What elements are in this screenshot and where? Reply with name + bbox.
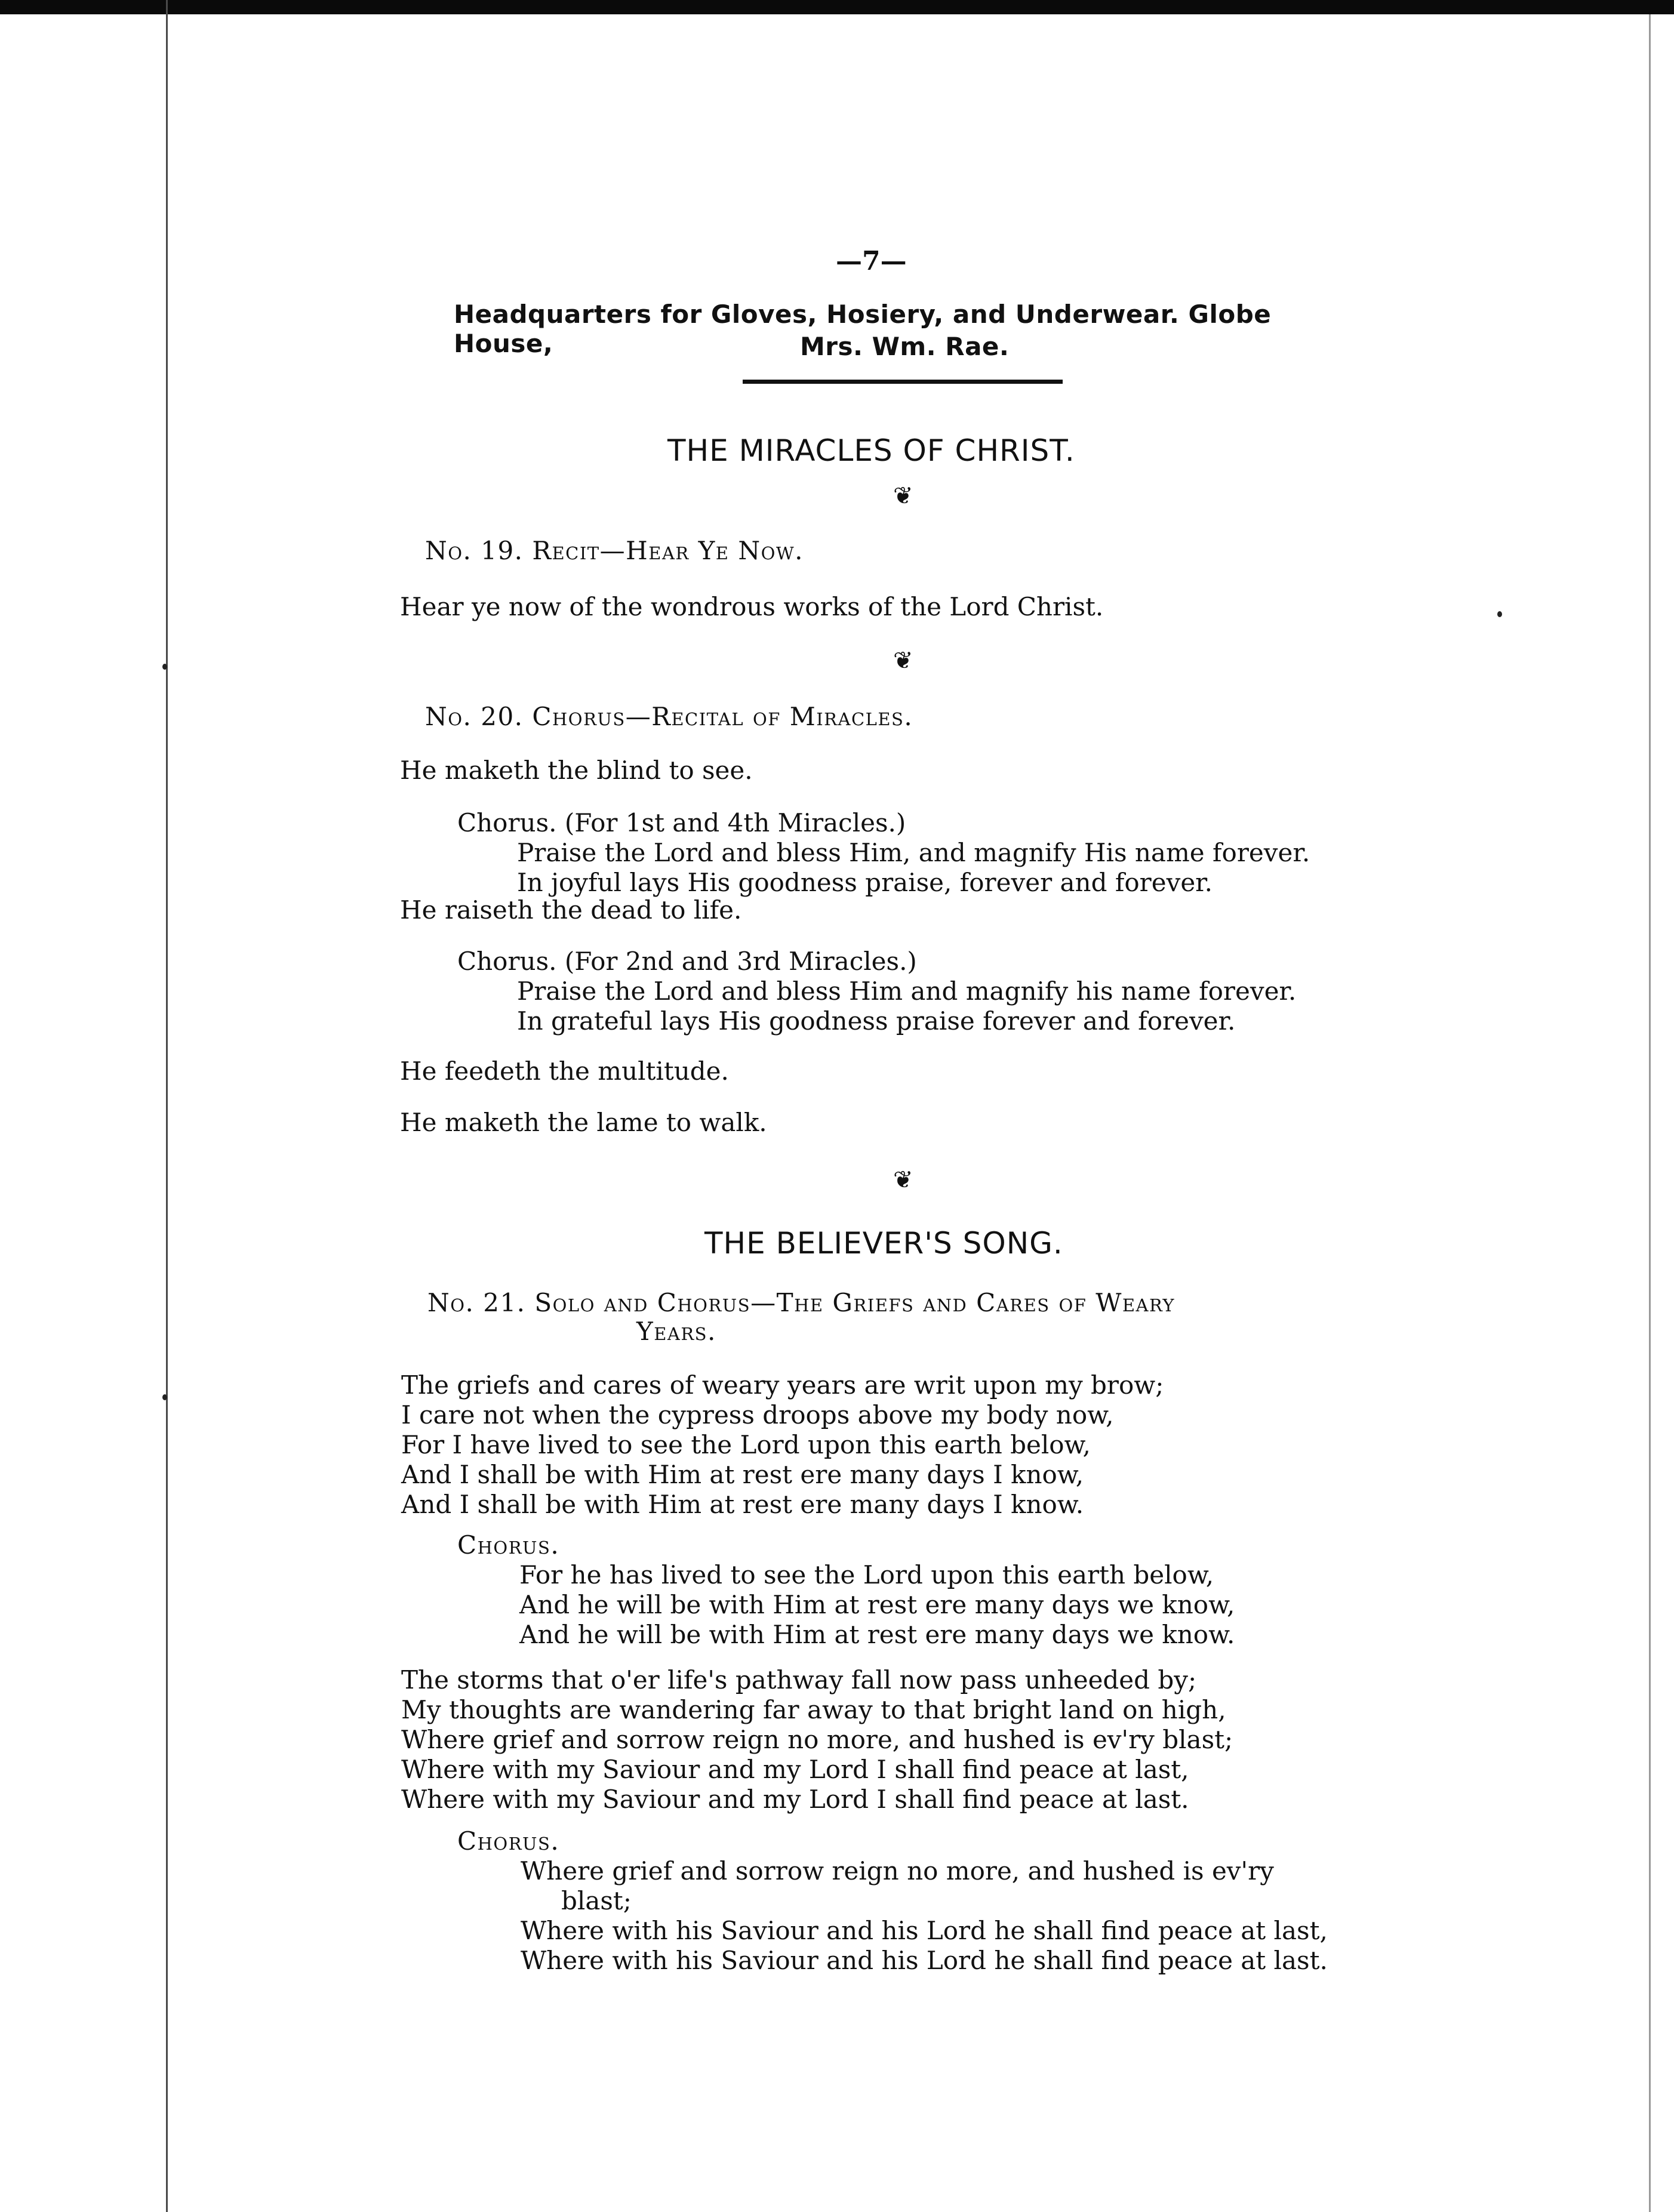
ornament-icon: ❦ — [893, 1166, 913, 1194]
chorus1-line: Praise the Lord and bless Him, and magnify His name forever. — [517, 838, 1310, 867]
no21-heading: No. 21. Solo and Chorus—The Griefs and Cares of Weary — [427, 1288, 1176, 1317]
verse1-line: And I shall be with Him at rest ere many days I know. — [401, 1490, 1084, 1519]
scan-speck — [1497, 611, 1502, 617]
ornament-icon: ❦ — [893, 647, 913, 674]
scan-top-border — [0, 0, 1674, 14]
chorus1-line: In joyful lays His goodness praise, forever and forever. — [517, 868, 1213, 897]
advert-line-1: Headquarters for Gloves, Hosiery, and Underwear. Globe House, — [454, 300, 1272, 358]
chorus-b-line: Where grief and sorrow reign no more, and hushed is ev'ry — [521, 1856, 1274, 1886]
chorus1-label: Chorus. (For 1st and 4th Miracles.) — [457, 808, 906, 837]
verse1-line: For I have lived to see the Lord upon this earth below, — [401, 1430, 1091, 1459]
chorus-a-line: For he has lived to see the Lord upon this earth below, — [519, 1560, 1214, 1589]
header-rule — [743, 380, 1063, 384]
no21-heading-cont: Years. — [636, 1317, 716, 1346]
chorus-b-line: blast; — [561, 1886, 632, 1915]
no19-heading: No. 19. Recit—Hear Ye Now. — [425, 536, 804, 565]
section-title-miracles: THE MIRACLES OF CHRIST. — [667, 433, 1075, 468]
advert-line-2: Mrs. Wm. Rae. — [800, 332, 1010, 361]
no20-heading: No. 20. Chorus—Recital of Miracles. — [425, 702, 913, 731]
verse1-line: I care not when the cypress droops above my body now, — [401, 1400, 1114, 1430]
verse2-line: Where with my Saviour and my Lord I shall find peace at last. — [401, 1785, 1189, 1814]
scan-speck — [162, 1394, 167, 1400]
verse1-line: The griefs and cares of weary years are writ upon my brow; — [401, 1370, 1164, 1400]
page-number: —7— — [836, 246, 907, 276]
verse2-line: Where with my Saviour and my Lord I shall find peace at last, — [401, 1755, 1189, 1784]
chorus-b-line: Where with his Saviour and his Lord he shall find peace at last. — [521, 1946, 1328, 1975]
chorus2-label: Chorus. (For 2nd and 3rd Miracles.) — [457, 947, 917, 976]
chorus-a-line: And he will be with Him at rest ere many days we know. — [519, 1620, 1235, 1649]
verse1-line: And I shall be with Him at rest ere many days I know, — [401, 1460, 1084, 1489]
line-feed: He feedeth the multitude. — [400, 1056, 729, 1086]
chorus-b-line: Where with his Saviour and his Lord he shall find peace at last, — [521, 1916, 1328, 1945]
chorus-a-line: And he will be with Him at rest ere many days we know, — [519, 1590, 1235, 1619]
chorus2-line: In grateful lays His goodness praise forever and forever. — [517, 1006, 1236, 1036]
line-dead: He raiseth the dead to life. — [400, 895, 742, 925]
line-blind: He maketh the blind to see. — [400, 756, 753, 785]
ornament-icon: ❦ — [893, 482, 913, 510]
page-spine-line — [166, 0, 168, 2212]
page-right-edge — [1649, 14, 1651, 2212]
chorus-a-label: Chorus. — [457, 1530, 560, 1560]
chorus2-line: Praise the Lord and bless Him and magnify his name forever. — [517, 976, 1297, 1006]
verse2-line: The storms that o'er life's pathway fall now pass unheeded by; — [401, 1665, 1197, 1695]
verse2-line: My thoughts are wandering far away to that bright land on high, — [401, 1695, 1226, 1724]
section-title-believers-song: THE BELIEVER'S SONG. — [704, 1226, 1063, 1261]
no19-text: Hear ye now of the wondrous works of the Lord Christ. — [400, 592, 1104, 621]
scan-speck — [162, 664, 167, 670]
chorus-b-label: Chorus. — [457, 1826, 560, 1856]
verse2-line: Where grief and sorrow reign no more, and hushed is ev'ry blast; — [401, 1725, 1233, 1754]
line-lame: He maketh the lame to walk. — [400, 1108, 767, 1137]
